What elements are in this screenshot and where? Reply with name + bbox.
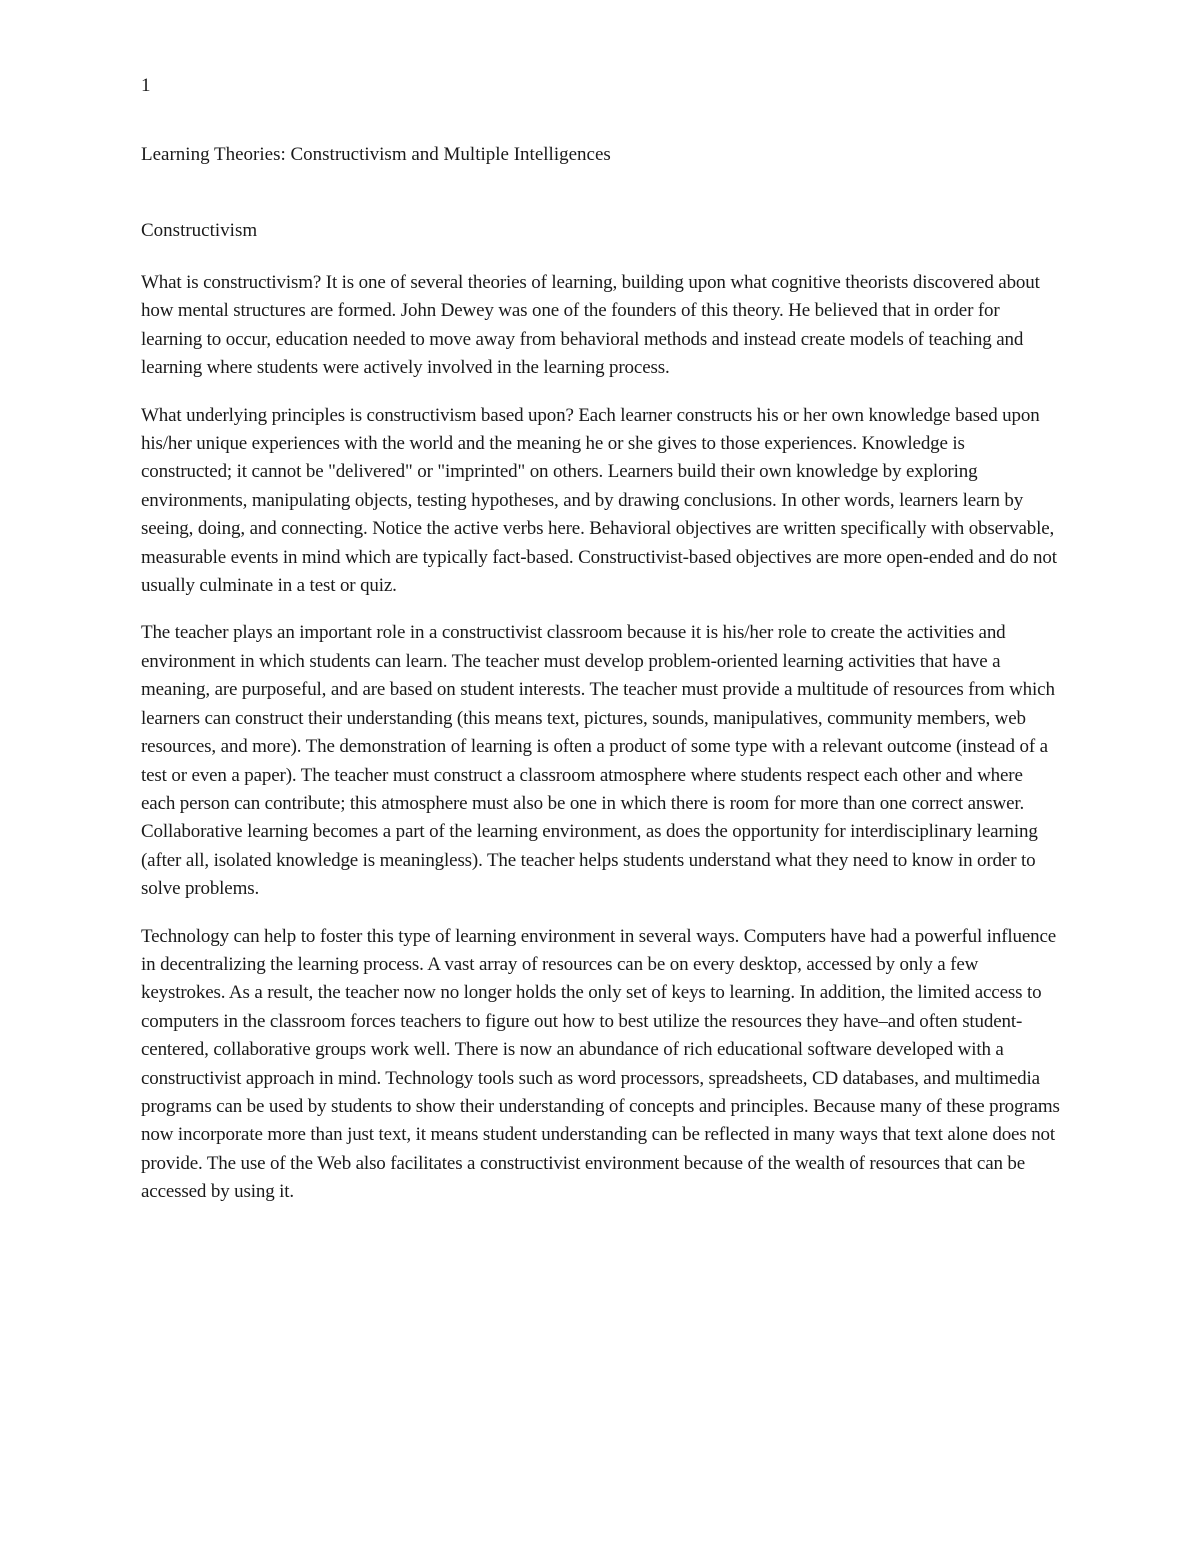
paragraph: What is constructivism? It is one of several theories of learning, building upon what cognitive theorists discovered about how mental structures are formed. John Dewey was one of the founders of this theory. He believed that in order for learning to occur, education needed to move away from behavioral methods and instead create models of teaching and learning where students were actively involved in the learning process. — [141, 272, 1040, 379]
paragraph: The teacher plays an important role in a constructivist classroom because it is his/her role to create the activities and environment in which students can learn. The teacher must develop problem-oriented learning activities that have a meaning, are purposeful, and are based on student interests. The teacher must provide a multitude of resources from which learners can construct their understanding (this means text, pictures, sounds, manipulatives, community members, web resources, and more). The demonstration of learning is often a product of some type with a relevant outcome (instead of a test or even a paper). The teacher must construct a classroom atmosphere where students respect each other and where each person can contribute; this atmosphere must also be one in which there is room for more than one correct answer. Collaborative learning becomes a part of the learning environment, as does the opportunity for interdisciplinary learning (after all, isolated knowledge is meaningless). The teacher helps students understand what they need to know in order to solve problems. — [141, 622, 1055, 900]
body-text — [141, 269, 1060, 1207]
paragraph: Technology can help to foster this type of learning environment in several ways. Computers have had a powerful influence in decentralizing the learning process. A vast array of resources can be on every desktop, accessed by only a few keystrokes. As a result, the teacher now no longer holds the only set of keys to learning. In addition, the limited access to computers in the classroom forces teachers to figure out how to best utilize the resources they have–and often student-centered, collaborative groups work well. There is now an abundance of rich educational software developed with a constructivist approach in mind. Technology tools such as word processors, spreadsheets, CD databases, and multimedia programs can be used by students to show their understanding of concepts and principles. Because many of these programs now incorporate more than just text, it means student understanding can be reflected in many ways that text alone does not provide. The use of the Web also facilitates a constructivist environment because of the wealth of resources that can be accessed by using it. — [141, 925, 1060, 1203]
paragraph: What underlying principles is constructivism based upon? Each learner constructs his or her own knowledge based upon his/her unique experiences with the world and the meaning he or she gives to those experiences. Knowledge is constructed; it cannot be "delivered" or "imprinted" on others. Learners build their own knowledge by exploring environments, manipulating objects, testing hypotheses, and by drawing conclusions. In other words, learners learn by seeing, doing, and connecting. Notice the active verbs here. Behavioral objectives are written specifically with observable, measurable events in mind which are typically fact-based. Constructivist-based objectives are more open-ended and do not usually culminate in a test or quiz. — [141, 404, 1057, 597]
document-title: Learning Theories: Constructivism and Multiple Intelligences — [141, 144, 611, 165]
page-number: 1 — [141, 75, 151, 96]
section-heading: Constructivism — [141, 220, 258, 241]
